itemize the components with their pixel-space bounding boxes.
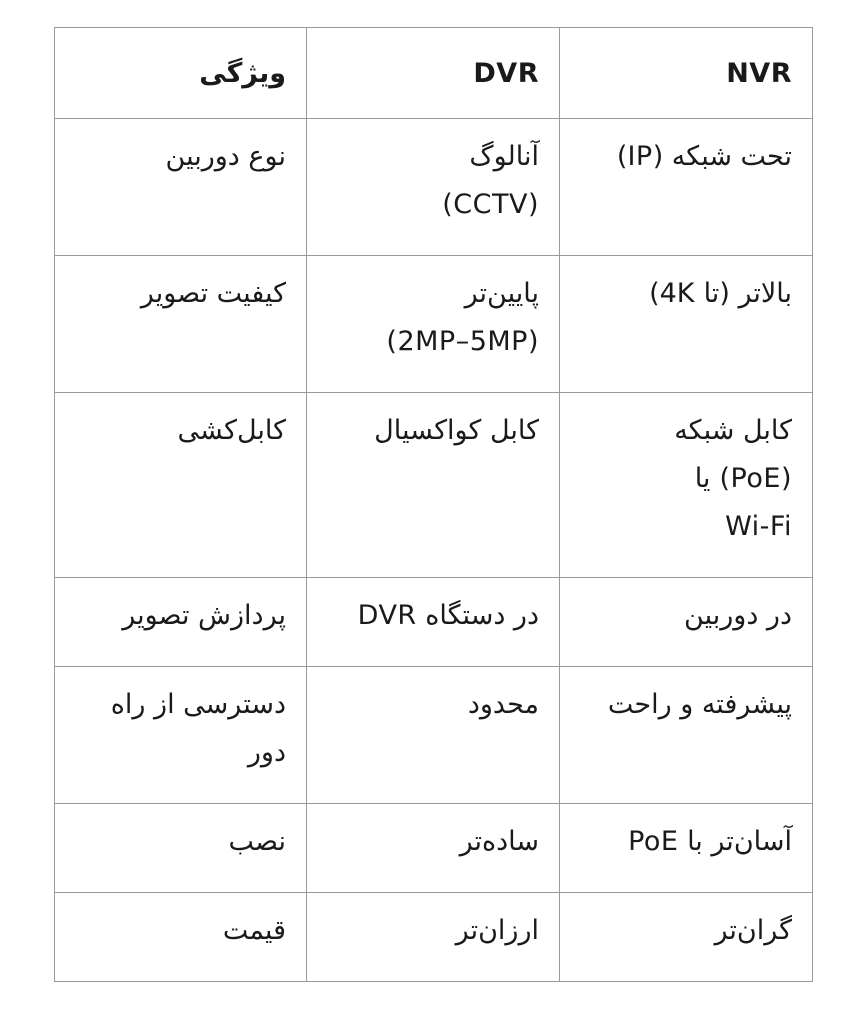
header-dvr: DVR bbox=[307, 28, 560, 119]
table-header-row bbox=[55, 28, 813, 119]
cell-nvr: پیشرفته و راحت bbox=[560, 667, 813, 804]
comparison-table bbox=[54, 27, 813, 982]
table-row bbox=[55, 393, 813, 578]
cell-feature: دسترسی از راه دور bbox=[55, 667, 307, 804]
table-row bbox=[55, 578, 813, 667]
cell-nvr: در دوربین bbox=[560, 578, 813, 667]
cell-nvr: گران‌تر bbox=[560, 893, 813, 982]
cell-nvr: آسان‌تر با PoE bbox=[560, 804, 813, 893]
header-feature: ویژگی bbox=[55, 28, 307, 119]
cell-feature: قیمت bbox=[55, 893, 307, 982]
cell-feature: نوع دوربین bbox=[55, 119, 307, 256]
cell-dvr: محدود bbox=[307, 667, 560, 804]
table-row bbox=[55, 256, 813, 393]
cell-feature: کابل‌کشی bbox=[55, 393, 307, 578]
cell-dvr: در دستگاه DVR bbox=[307, 578, 560, 667]
table-row bbox=[55, 667, 813, 804]
cell-dvr: آنالوگ (CCTV) bbox=[307, 119, 560, 256]
cell-feature: پردازش تصویر bbox=[55, 578, 307, 667]
table-row bbox=[55, 804, 813, 893]
cell-dvr: ساده‌تر bbox=[307, 804, 560, 893]
table-row bbox=[55, 893, 813, 982]
cell-dvr: ارزان‌تر bbox=[307, 893, 560, 982]
header-nvr: NVR bbox=[560, 28, 813, 119]
comparison-table-container bbox=[54, 27, 812, 982]
cell-feature: کیفیت تصویر bbox=[55, 256, 307, 393]
cell-feature: نصب bbox=[55, 804, 307, 893]
cell-nvr: تحت شبکه (IP) bbox=[560, 119, 813, 256]
cell-nvr: کابل شبکه (PoE) یا Wi-Fi bbox=[560, 393, 813, 578]
cell-nvr: بالاتر (تا 4K) bbox=[560, 256, 813, 393]
cell-dvr: پایین‌تر (2MP–5MP) bbox=[307, 256, 560, 393]
table-row bbox=[55, 119, 813, 256]
cell-dvr: کابل کواکسیال bbox=[307, 393, 560, 578]
